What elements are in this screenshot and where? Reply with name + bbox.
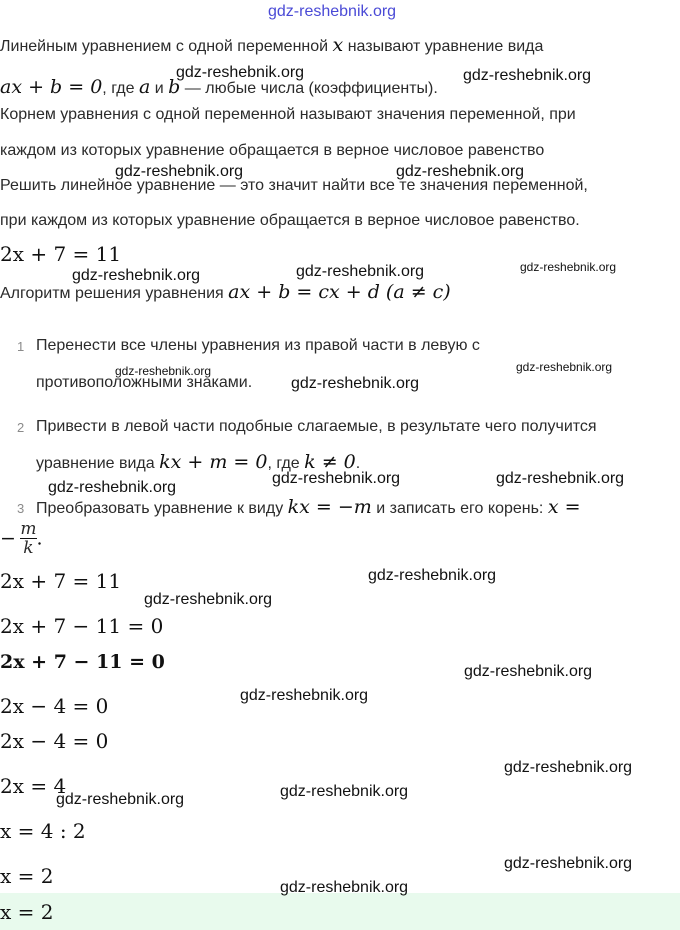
site-watermark: gdz-reshebnik.org: [516, 360, 613, 374]
solution-line-3-bold: [0, 649, 165, 673]
fraction-dot: .: [36, 527, 43, 550]
site-watermark: gdz-reshebnik.org: [56, 791, 185, 808]
step-1-line-1: Перенести все члены уравнения из правой части в левую с: [36, 337, 480, 354]
solution-line-7: x = 4 : 2: [0, 819, 86, 843]
coef-a: a: [139, 76, 151, 98]
step-3-text: Преобразовать уравнение к виду: [36, 500, 284, 517]
where-text: , где: [102, 80, 135, 97]
solution-line-3-text: 2x + 7 − 11 = 0: [0, 651, 165, 673]
site-watermark: gdz-reshebnik.org: [464, 663, 593, 680]
solution-line-6: 2x = 4: [0, 774, 67, 798]
step-2-math: kx + m = 0: [159, 451, 268, 473]
definition-text: Линейным уравнением с одной переменной: [0, 38, 329, 55]
coef-b: b: [168, 76, 181, 98]
step-3-fraction-line: [0, 520, 43, 557]
definition-line-1: [0, 35, 543, 57]
site-watermark: gdz-reshebnik.org: [72, 267, 201, 284]
site-watermark: gdz-reshebnik.org: [176, 64, 305, 81]
root-definition-line-2: каждом из которых уравнение обращается в верное числовое равенство: [0, 142, 545, 159]
site-watermark: gdz-reshebnik.org: [496, 470, 625, 487]
solution-line-2: 2x + 7 − 11 = 0: [0, 614, 164, 638]
fraction: [20, 520, 36, 557]
algorithm-title-text: Алгоритм решения уравнения: [0, 285, 224, 302]
step-1-line-2: противоположными знаками.: [36, 374, 253, 391]
step-2-line-1: Привести в левой части подобные слагаемые, в результате чего получится: [36, 418, 597, 435]
step-number-3: 3: [17, 501, 25, 516]
site-watermark: gdz-reshebnik.org: [115, 163, 244, 180]
step-2-where: , где: [267, 455, 300, 472]
answer-line: x = 2: [0, 900, 54, 924]
step-2-text: уравнение вида: [36, 455, 155, 472]
solution-line-4: 2x − 4 = 0: [0, 694, 109, 718]
step-number-1: 1: [17, 339, 25, 354]
step-2-dot: .: [355, 455, 361, 472]
fraction-numerator: m: [20, 519, 37, 539]
definition-text-end: называют уравнение вида: [347, 38, 544, 55]
site-watermark-top[interactable]: gdz-reshebnik.org: [268, 3, 397, 20]
step-3-line-1: [36, 497, 581, 519]
solution-line-8: x = 2: [0, 864, 54, 888]
var-x: x: [332, 34, 344, 56]
fraction-denominator: k: [20, 538, 36, 557]
linear-form: ax + b = 0: [0, 76, 103, 98]
site-watermark: gdz-reshebnik.org: [280, 879, 409, 896]
site-watermark: gdz-reshebnik.org: [504, 759, 633, 776]
step-number-2: 2: [17, 420, 25, 435]
solution-line-5: 2x − 4 = 0: [0, 729, 109, 753]
minus-sign: −: [0, 527, 16, 550]
site-watermark: gdz-reshebnik.org: [463, 67, 592, 84]
solve-definition-line-2: при каждом из которых уравнение обращается в верное числовое равенство.: [0, 212, 580, 229]
site-watermark: gdz-reshebnik.org: [272, 470, 401, 487]
step-3-x-equals: x =: [547, 496, 581, 518]
coef-text: — любые числа (коэффициенты).: [184, 80, 438, 97]
site-watermark: gdz-reshebnik.org: [504, 855, 633, 872]
step-3-root-text: и записать его корень:: [376, 500, 544, 517]
step-3-math: kx = −m: [287, 496, 372, 518]
site-watermark: gdz-reshebnik.org: [291, 375, 420, 392]
task-equation: 2x + 7 = 11: [0, 242, 122, 266]
site-watermark: gdz-reshebnik.org: [296, 263, 425, 280]
step-2-condition: k ≠ 0: [304, 451, 356, 473]
algorithm-form: ax + b = cx + d (a ≠ c): [228, 281, 451, 303]
root-definition-line-1: Корнем уравнения с одной переменной называют значения переменной, при: [0, 106, 576, 123]
site-watermark: gdz-reshebnik.org: [520, 260, 617, 274]
site-watermark: gdz-reshebnik.org: [280, 783, 409, 800]
site-watermark: gdz-reshebnik.org: [240, 687, 369, 704]
site-watermark: gdz-reshebnik.org: [144, 591, 273, 608]
site-watermark: gdz-reshebnik.org: [48, 479, 177, 496]
solution-line-1: 2x + 7 = 11: [0, 569, 122, 593]
answer-highlight: [0, 893, 680, 930]
algorithm-title: [0, 282, 451, 304]
solve-definition-line-1: Решить линейное уравнение — это значит найти все те значения переменной,: [0, 177, 588, 194]
site-watermark: gdz-reshebnik.org: [368, 567, 497, 584]
site-watermark: gdz-reshebnik.org: [396, 163, 525, 180]
and-text: и: [154, 80, 164, 97]
site-watermark: gdz-reshebnik.org: [115, 364, 212, 378]
